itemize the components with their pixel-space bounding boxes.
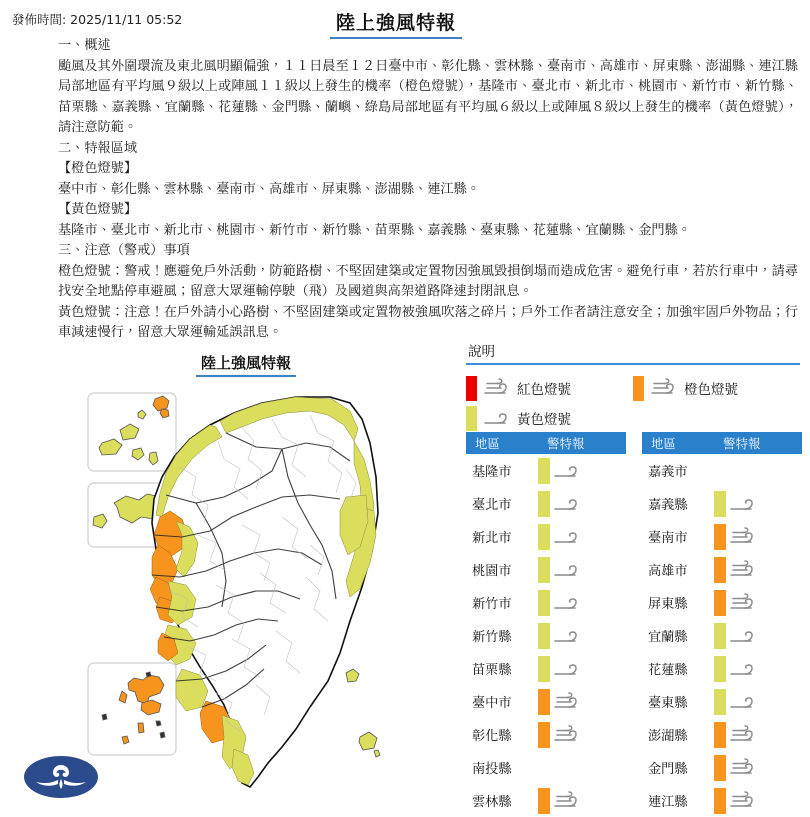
status-badge-yellow: [538, 656, 550, 682]
table-row: [466, 652, 626, 685]
orange-signal-label: 【橙色燈號】: [58, 161, 138, 176]
warning-tables: [466, 432, 802, 817]
cwa-logo: [22, 752, 100, 802]
area-name: 金門縣: [648, 762, 688, 777]
table-row: [642, 751, 802, 784]
area-name: 彰化縣: [472, 729, 512, 744]
table-row: [466, 553, 626, 586]
warning-cell: [714, 685, 802, 718]
table-row: [466, 487, 626, 520]
green-island: [346, 669, 359, 682]
status-badge-yellow: [538, 524, 550, 550]
table-header-right: [642, 432, 802, 454]
status-badge-orange: [714, 722, 726, 748]
warning-cell: [538, 784, 626, 817]
table-row: [642, 487, 802, 520]
warning-cell: [714, 586, 802, 619]
legend-item-orange: [633, 373, 800, 403]
warning-cell: [538, 685, 626, 718]
table-row: [466, 619, 626, 652]
legend-label: 橙色燈號: [684, 382, 738, 398]
wind-light-icon: [553, 461, 583, 481]
wind-strong-icon: [729, 593, 759, 613]
column-header-warning: 警特報: [723, 436, 761, 451]
wind-strong-icon: [729, 560, 759, 580]
warning-cell: [714, 553, 802, 586]
table-row: [466, 751, 626, 784]
section1-body: 颱風及其外圍環流及東北風明顯偏強，１１日晨至１２日臺中市、彰化縣、雲林縣、臺南市、高雄市、屏東縣、澎湖縣、連江縣局部地區有平均風９級以上或陣風１１級以上發生的機率（橙色燈號），基隆市、臺北市、新北市、桃園市、新竹市、新竹縣、苗栗縣、嘉義縣、宜蘭縣、花蓮縣、金門縣、蘭嶼、綠島局部地區有平均風６級以上或陣風８級以上發生的機率（黃色燈號），請注意防範。: [58, 58, 798, 135]
legend-divider: [466, 363, 800, 365]
warning-cell: [538, 718, 626, 751]
wind-light-icon: [553, 593, 583, 613]
warning-cell: [714, 487, 802, 520]
wind-light-icon: [729, 692, 759, 712]
area-name: 高雄市: [648, 564, 688, 579]
status-badge-yellow: [714, 623, 726, 649]
table-row: [642, 652, 802, 685]
status-badge-yellow: [538, 590, 550, 616]
status-badge-yellow: [714, 656, 726, 682]
table-row: [642, 619, 802, 652]
taiwan-warning-map: [10, 385, 455, 805]
yellow-advice: 黃色燈號：注意！在戶外請小心路樹、不堅固建築或定置物被強風吹落之碎片；戶外工作者請注意安全；加強牢固戶外物品；行車減速慢行，留意大眾運輸延誤訊息。: [58, 304, 798, 340]
area-name: 新竹縣: [472, 630, 512, 645]
warning-cell: [714, 751, 802, 784]
status-badge-orange: [714, 557, 726, 583]
wind-strong-icon: [729, 725, 759, 745]
status-badge-yellow: [538, 557, 550, 583]
area-name: 臺南市: [648, 531, 688, 546]
orange-signal-areas: 臺中市、彰化縣、雲林縣、臺南市、高雄市、屏東縣、澎湖縣、連江縣。: [58, 181, 480, 197]
warning-cell: [538, 553, 626, 586]
status-badge-orange: [714, 590, 726, 616]
warning-cell: [538, 487, 626, 520]
warning-cell: [714, 652, 802, 685]
wind-strong-icon: [483, 378, 513, 398]
status-badge-yellow: [538, 458, 550, 484]
column-header-warning: 警特報: [547, 436, 585, 451]
area-name: 嘉義市: [648, 465, 688, 480]
wind-strong-icon: [729, 758, 759, 778]
status-badge-yellow: [538, 623, 550, 649]
area-name: 新竹市: [472, 597, 512, 612]
wind-light-icon: [553, 626, 583, 646]
page-title: 陸上強風特報: [330, 8, 462, 39]
wind-light-icon: [729, 494, 759, 514]
table-row: [642, 685, 802, 718]
status-badge-yellow: [538, 491, 550, 517]
legend-title: 說明: [468, 344, 495, 360]
wind-strong-icon: [729, 791, 759, 811]
legend-swatch-orange: [633, 376, 644, 401]
wind-strong-icon: [553, 725, 583, 745]
table-row: [642, 784, 802, 817]
matsu-inset: [88, 393, 176, 471]
wind-light-icon: [553, 494, 583, 514]
wind-strong-icon: [553, 791, 583, 811]
warning-table-right: [642, 432, 802, 817]
status-badge-yellow: [714, 491, 726, 517]
warning-cell: [538, 454, 626, 487]
table-row: [642, 520, 802, 553]
area-name: 澎湖縣: [648, 729, 688, 744]
orchid-island: [359, 732, 377, 750]
area-name: 雲林縣: [472, 795, 512, 810]
area-name: 連江縣: [648, 795, 688, 810]
legend-item-yellow: [466, 403, 633, 433]
map-title: 陸上強風特報: [196, 352, 296, 377]
legend-label: 黃色燈號: [517, 412, 571, 428]
wind-light-icon: [729, 626, 759, 646]
warning-cell: [538, 586, 626, 619]
legend: [466, 340, 800, 433]
table-row: [466, 454, 626, 487]
section3-heading: 三、注意（警戒）事項: [58, 243, 190, 258]
yellow-signal-areas: 基隆市、臺北市、新北市、桃園市、新竹市、新竹縣、苗栗縣、嘉義縣、臺東縣、花蓮縣、宜蘭縣、金門縣。: [58, 222, 691, 238]
issue-time: 發佈時間: 2025/11/11 05:52: [12, 12, 183, 27]
article-body: [58, 36, 798, 344]
table-row: [466, 784, 626, 817]
yellow-signal-label: 【黃色燈號】: [58, 202, 138, 217]
area-name: 臺東縣: [648, 696, 688, 711]
area-name: 嘉義縣: [648, 498, 688, 513]
column-header-area: 地區: [475, 436, 501, 451]
status-badge-orange: [538, 722, 550, 748]
area-name: 桃園市: [472, 564, 512, 579]
table-row: [466, 520, 626, 553]
column-header-area: 地區: [651, 436, 677, 451]
orange-advice: 橙色燈號：警戒！應避免戶外活動，防範路樹、不堅固建築或定置物因強風毀損倒塌而造成危害。避免行車，若於行車中，請尋找安全地點停車避風；留意大眾運輸停駛（飛）及國道與高架道路降速封閉訊息。: [58, 263, 798, 299]
status-badge-orange: [714, 755, 726, 781]
area-name: 新北市: [472, 531, 512, 546]
penghu-inset: [88, 663, 176, 755]
table-row: [466, 685, 626, 718]
status-badge-orange: [714, 524, 726, 550]
warning-cell: [538, 652, 626, 685]
area-name: 宜蘭縣: [648, 630, 688, 645]
section1-heading: 一、概述: [58, 38, 111, 53]
table-row: [642, 586, 802, 619]
area-name: 臺中市: [472, 696, 512, 711]
area-name: 屏東縣: [648, 597, 688, 612]
area-name: 臺北市: [472, 498, 512, 513]
legend-items: [466, 373, 800, 433]
table-row: [466, 586, 626, 619]
taiwan-main-island: [150, 397, 380, 787]
table-row: [466, 718, 626, 751]
warning-cell: [714, 619, 802, 652]
wind-strong-icon: [650, 378, 680, 398]
wind-light-icon: [553, 659, 583, 679]
area-name: 南投縣: [472, 762, 512, 777]
status-badge-orange: [538, 689, 550, 715]
legend-label: 紅色燈號: [517, 382, 571, 398]
legend-item-red: [466, 373, 633, 403]
legend-swatch-yellow: [466, 406, 477, 431]
table-header-left: [466, 432, 626, 454]
table-row: [642, 454, 802, 487]
wind-strong-icon: [729, 527, 759, 547]
table-row: [642, 553, 802, 586]
wind-light-icon: [553, 527, 583, 547]
warning-cell: [714, 718, 802, 751]
warning-cell: [538, 520, 626, 553]
section2-heading: 二、特報區域: [58, 140, 138, 156]
warning-cell: [538, 619, 626, 652]
area-name: 苗栗縣: [472, 663, 512, 678]
warning-cell: [714, 784, 802, 817]
area-name: 基隆市: [472, 465, 512, 480]
status-badge-yellow: [714, 689, 726, 715]
legend-swatch-red: [466, 376, 477, 401]
wind-light-icon: [729, 659, 759, 679]
table-row: [642, 718, 802, 751]
warning-cell: [714, 454, 802, 487]
area-name: 花蓮縣: [648, 663, 688, 678]
wind-light-icon: [483, 408, 513, 428]
warning-cell: [538, 751, 626, 784]
wind-strong-icon: [553, 692, 583, 712]
wind-light-icon: [553, 560, 583, 580]
warning-cell: [714, 520, 802, 553]
warning-table-left: [466, 432, 626, 817]
